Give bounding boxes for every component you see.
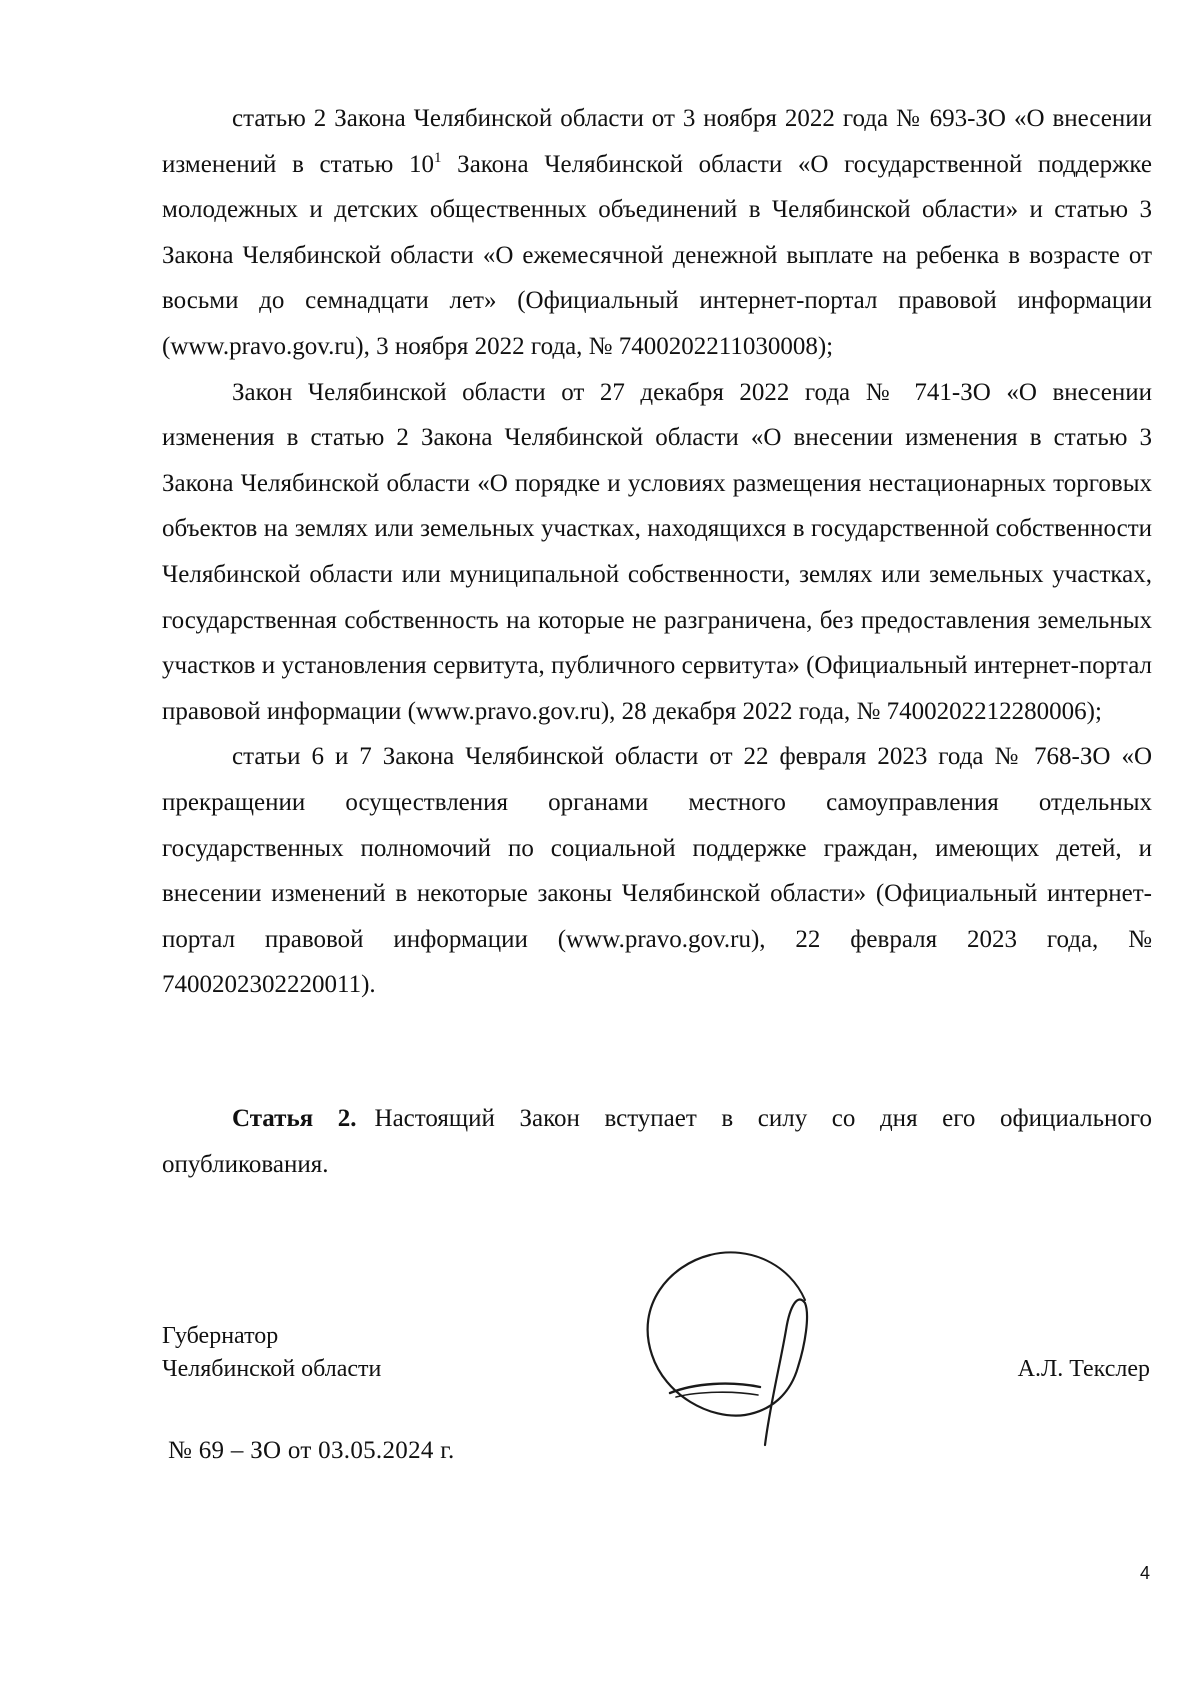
paragraph-text: статью 2 Закона Челябинской области от 3 ноября 2022 года № 693-ЗО «О внесении изменений в статью 10: [162, 105, 1152, 178]
signatory-title-line: Губернатор: [162, 1323, 279, 1349]
signatory-name: А.Л. Текслер: [1017, 1356, 1150, 1382]
document-body: [162, 96, 1152, 1008]
signatory-title-line: Челябинской области: [162, 1356, 382, 1382]
paragraph-amendment-768: статьи 6 и 7 Закона Челябинской области от 22 февраля 2023 года № 768-ЗО «О прекращении осуществления органами местного самоуправления отдельных государственных полномочий по социальной поддержке граждан, имеющих детей, и внесении изменений в некоторые законы Челябинской области» (Официальный интернет-портал правовой информации (www.pravo.gov.ru), 22 февраля 2023 года, № 7400202302220011).: [162, 743, 1152, 999]
article-text: Настоящий Закон вступает в силу со дня его официального опубликования.: [162, 1105, 1152, 1178]
paragraph-amendment-693: [162, 96, 1152, 370]
article-2: [162, 1096, 1152, 1187]
superscript: 1: [434, 149, 442, 166]
page-number: 4: [1139, 1563, 1150, 1583]
handwritten-signature: [640, 1245, 860, 1460]
signatory-title: [162, 1320, 381, 1386]
article-heading: Статья 2.: [232, 1105, 357, 1132]
paragraph-amendment-741: Закон Челябинской области от 27 декабря 2022 года № 741-ЗО «О внесении изменения в статью 2 Закона Челябинской области «О внесении изменения в статью 3 Закона Челябинской области «О порядке и условиях размещения нестационарных торговых объектов на землях или земельных участках, находящихся в государственной собственности Челябинской области или муниципальной собственности, землях или земельных участках, государственная собственность на которые не разграничена, без предоставления земельных участков и установления сервитута, публичного сервитута» (Официальный интернет-портал правовой информации (www.pravo.gov.ru), 28 декабря 2022 года, № 7400202212280006);: [162, 378, 1152, 725]
law-number: № 69 – ЗО от 03.05.2024 г.: [168, 1437, 455, 1464]
paragraph-text: Закона Челябинской области «О государственной поддержке молодежных и детских общественных объединений в Челябинской области» и статью 3 Закона Челябинской области «О ежемесячной денежной выплате на ребенка в возрасте от восьми до семнадцати лет» (Официальный интернет-портал правовой информации (www.pravo.gov.ru), 3 ноября 2022 года, № 7400202211030008);: [162, 150, 1152, 360]
